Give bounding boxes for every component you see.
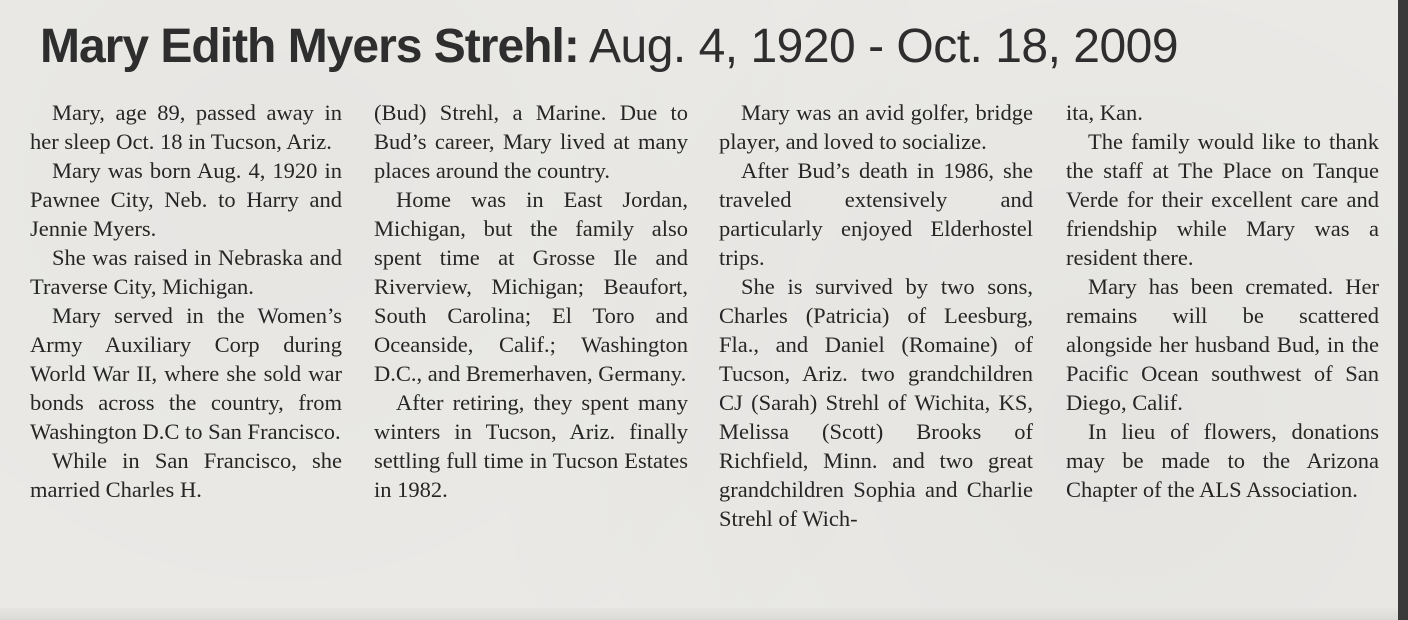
paragraph: Mary, age 89, passed away in her sleep Oct. 18 in Tucson, Ariz. xyxy=(30,100,342,154)
text-column-3 xyxy=(719,98,1033,533)
paragraph: Mary was an avid golfer, bridge player, and loved to socialize. xyxy=(719,100,1033,154)
paragraph: She was raised in Nebraska and Traverse City, Michigan. xyxy=(30,245,342,299)
paragraph: While in San Francisco, she married Charles H. xyxy=(30,448,342,502)
text-column-2 xyxy=(374,98,688,504)
paragraph-continued: ita, Kan. xyxy=(1066,100,1143,125)
paragraph: Mary has been cremated. Her remains will be scattered alongside her husband Bud, in the Pacific Ocean southwest of San Diego, Calif. xyxy=(1066,274,1379,415)
text-column-1 xyxy=(30,98,342,504)
paragraph: Home was in East Jordan, Michigan, but the family also spent time at Grosse Ile and Riverview, Michigan; Beaufort, South Carolina; El Toro and Oceanside, Calif.; Washington D.C., and Bremerhaven, Germany. xyxy=(374,187,688,386)
paragraph: Mary was born Aug. 4, 1920 in Pawnee City, Neb. to Harry and Jennie Myers. xyxy=(30,158,342,241)
clipping-bottom-edge xyxy=(0,608,1398,620)
paragraph: Mary served in the Women’s Army Auxiliary Corp during World War II, where she sold war bonds across the country, from Washington D.C to San Francisco. xyxy=(30,303,342,444)
text-column-4 xyxy=(1066,98,1379,504)
scan-border xyxy=(1398,0,1408,620)
paragraph: After Bud’s death in 1986, she traveled extensively and particularly enjoyed Elderhostel trips. xyxy=(719,158,1033,270)
headline-name: Mary Edith Myers Strehl: xyxy=(40,20,579,73)
obituary-headline xyxy=(40,16,1178,78)
paragraph: In lieu of flowers, donations may be made to the Arizona Chapter of the ALS Association. xyxy=(1066,419,1379,502)
headline-dates: Aug. 4, 1920 - Oct. 18, 2009 xyxy=(578,20,1179,73)
paragraph-continued: (Bud) Strehl, a Marine. Due to Bud’s career, Mary lived at many places around the country. xyxy=(374,100,688,183)
paragraph: The family would like to thank the staff at The Place on Tanque Verde for their excellent care and friendship while Mary was a resident there. xyxy=(1066,129,1379,270)
paragraph: After retiring, they spent many winters in Tucson, Ariz. finally settling full time in Tucson Estates in 1982. xyxy=(374,390,688,502)
paragraph: She is survived by two sons, Charles (Patricia) of Leesburg, Fla., and Daniel (Romaine) of Tucson, Ariz. two grandchildren CJ (Sarah) Strehl of Wichita, KS, Melissa (Scott) Brooks of Richfield, Minn. and two great grandchildren Sophia and Charlie Strehl of Wich- xyxy=(719,274,1033,531)
